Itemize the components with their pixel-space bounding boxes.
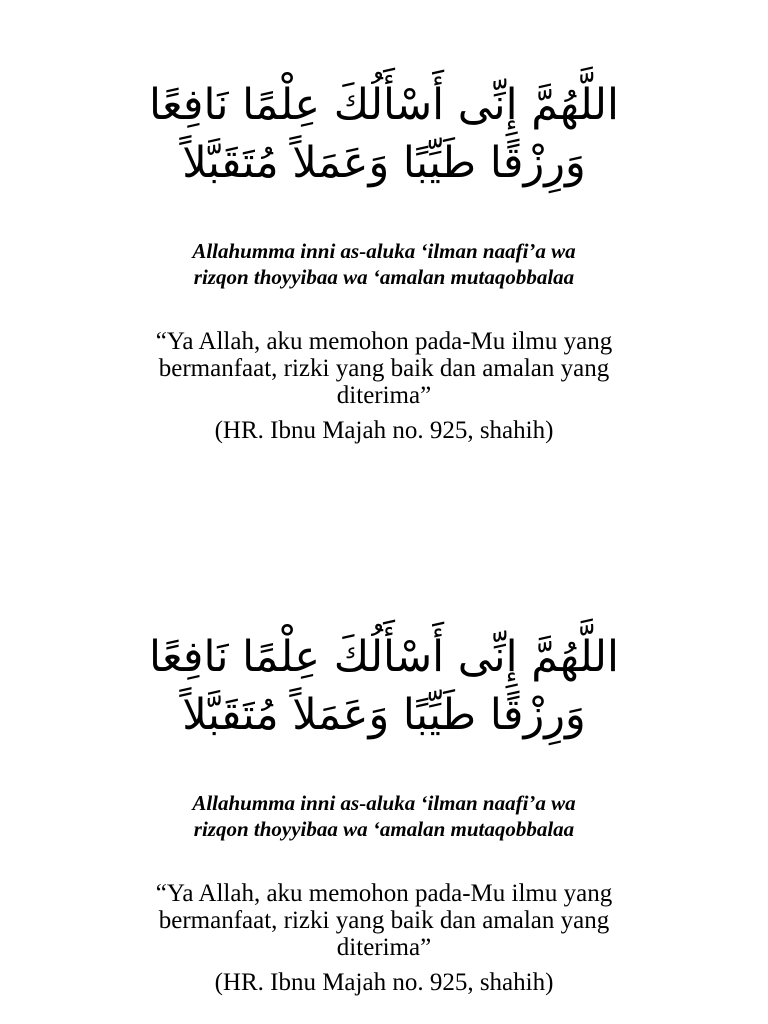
translation-line: diterima” xyxy=(336,382,432,409)
dua-card-1 xyxy=(0,76,768,445)
arabic-text xyxy=(64,76,704,192)
translation-line: “Ya Allah, aku memohon pada-Mu ilmu yang xyxy=(155,328,613,355)
arabic-line: وَرِزْقًا طَيِّبًا وَعَمَلاً مُتَقَبَّلاً xyxy=(182,138,586,188)
translation xyxy=(64,328,704,409)
hadith-source: (HR. Ibnu Majah no. 925, shahih) xyxy=(214,417,554,444)
arabic-line: وَرِزْقًا طَيِّبًا وَعَمَلاً مُتَقَبَّلاً xyxy=(182,690,586,740)
translation-line: bermanfaat, rizki yang baik dan amalan yang xyxy=(158,907,610,934)
translation-line: diterima” xyxy=(336,934,432,961)
transliteration-line: rizqon thoyyibaa wa ‘amalan mutaqobbalaa xyxy=(193,817,575,841)
translation-line: “Ya Allah, aku memohon pada-Mu ilmu yang xyxy=(155,880,613,907)
translation-line: bermanfaat, rizki yang baik dan amalan yang xyxy=(158,355,610,382)
hadith-source: (HR. Ibnu Majah no. 925, shahih) xyxy=(214,969,554,996)
arabic-text xyxy=(64,628,704,744)
translation xyxy=(64,880,704,961)
transliteration-line: rizqon thoyyibaa wa ‘amalan mutaqobbalaa xyxy=(193,265,575,289)
transliteration-line: Allahumma inni as-aluka ‘ilman naafi’a wa xyxy=(192,791,576,815)
transliteration xyxy=(64,238,704,290)
arabic-line: اللَّهُمَّ إِنِّى أَسْأَلُكَ عِلْمًا نَافِعًا xyxy=(149,80,619,130)
transliteration-line: Allahumma inni as-aluka ‘ilman naafi’a wa xyxy=(192,239,576,263)
transliteration xyxy=(64,790,704,842)
arabic-line: اللَّهُمَّ إِنِّى أَسْأَلُكَ عِلْمًا نَافِعًا xyxy=(149,632,619,682)
dua-card-2 xyxy=(0,628,768,997)
